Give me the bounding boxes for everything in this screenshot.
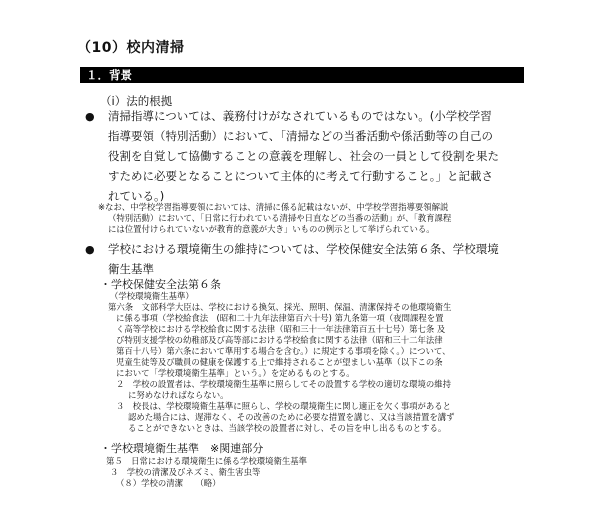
law-line: び特別支援学校の幼稚部及び高等部における学校給食に関する法律（昭和三十二年法律: [116, 335, 443, 345]
law-line: ３ 校長は、学校環境衛生基準に照らし、学校の環境衛生に関し適正を欠く事項があると: [116, 401, 451, 411]
paragraph-2: [108, 239, 499, 279]
paragraph-1: [108, 106, 499, 206]
law-line: ることができないときは、当該学校の設置者に対し、その旨を申し出るものとする。: [128, 423, 447, 433]
law-line: に係る事項（学校給食法 (昭和二十九年法律第百六十号) 第九条第一項（夜間課程を置: [116, 313, 444, 323]
paragraph-2-line: 衛生基準: [108, 262, 154, 276]
law-line: く高等学校における学校給食に関する法律（昭和三十一年法律第百五十七号）第七条 及: [116, 324, 446, 334]
paragraph-1-line: 指導要領（特別活動）において、「清掃などの当番活動や係活動等の自己の: [108, 129, 494, 143]
bullet-icon: ●: [85, 110, 95, 123]
paragraph-1-line: 清掃指導については、義務付けがなされているものではない。(小学校学習: [108, 109, 492, 123]
law-line: において「学校環境衛生基準」という。）を定めるものとする。: [116, 368, 355, 378]
standards-heading: ・学校環境衛生基準 ※関連部分: [100, 442, 264, 455]
law-heading: ・学校保健安全法第６条: [100, 278, 221, 291]
law-line: ２ 学校の設置者は、学校環境衛生基準に照らしてその設置する学校の適切な環境の維持: [116, 379, 451, 389]
page-title: （10）校内清掃: [77, 40, 185, 56]
standards-line: （８）学校の清潔 （略）: [116, 478, 221, 488]
paragraph-1-line: 役割を自覚して協働することの意義を理解し、社会の一員として役割を果た: [108, 149, 499, 163]
note-line: ※なお、中学校学習指導要領においては、清掃に係る記載はないが、中学校学習指導要領解説: [98, 202, 449, 212]
paragraph-2-line: 学校における環境衛生の維持については、学校保健安全法第６条、学校環境: [108, 242, 499, 256]
law-line: 認めた場合には、遅滞なく、その改善のために必要な措置を講じ、又は当該措置を講ず: [128, 412, 455, 422]
note-line: （特別活動）において、「日常に行われている清掃や日直などの当番の活動」が、「教育課程: [108, 213, 452, 223]
law-text: [108, 291, 454, 434]
standards-line: ３ 学校の清潔及びネズミ、衛生害虫等: [110, 467, 261, 477]
law-line: 児童生徒等及び職員の健康を保護する上で維持されることが望ましい基準（以下この条: [116, 357, 443, 367]
paragraph-1-line: れている。): [108, 189, 165, 203]
law-line: （学校環境衛生基準）: [110, 291, 194, 301]
law-line: に努めなければならない。: [128, 390, 229, 400]
note-line: には位置付けられていないが教育的意義が大き」いものの例示として挙げられている。: [108, 224, 435, 234]
section-header-label: １．背景: [86, 68, 132, 82]
law-line: 第百十八号）第六条において準用する場合を含む。）に規定する事項を除く。）について、: [116, 346, 451, 356]
standards-line: 第５ 日常における環境衛生に係る学校環境衛生基準: [106, 456, 307, 466]
subsection-title: （ⅰ）法的根拠: [100, 94, 173, 108]
bullet-icon: ●: [85, 243, 95, 256]
paragraph-1-line: すために必要となることについて主体的に考えて行動すること。」と記載さ: [108, 169, 494, 183]
note-block: [98, 202, 451, 235]
law-line: 第六条 文部科学大臣は、学校における換気、採光、照明、保温、清潔保持その他環境衛生: [108, 302, 452, 312]
standards-text: [106, 456, 307, 489]
section-header-bar: [80, 67, 524, 83]
